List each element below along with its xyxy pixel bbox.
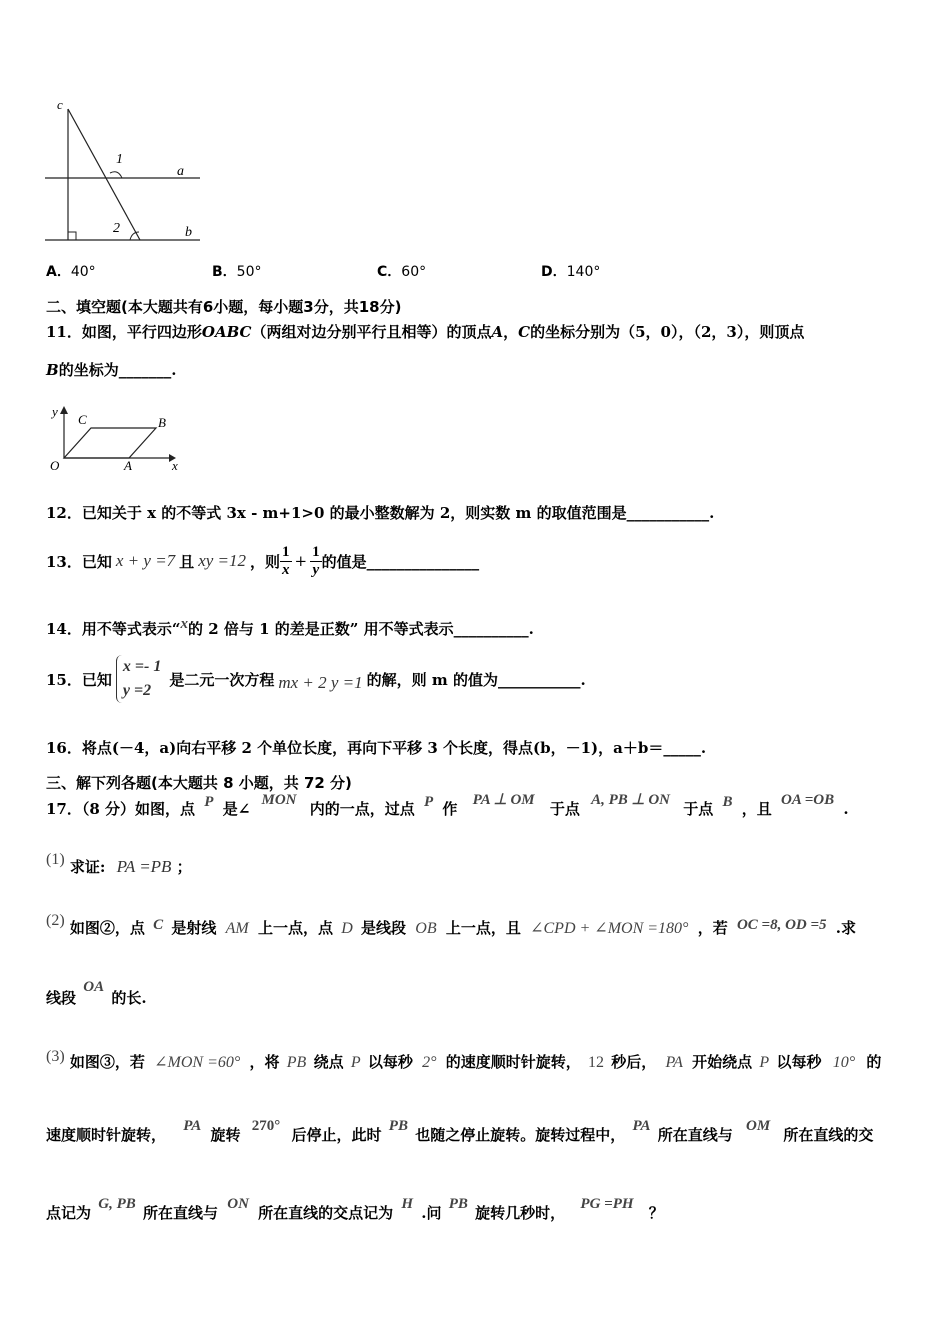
label-B: B: [158, 415, 166, 430]
question-16: 16．将点(－4，a)向右平移 2 个单位长度，再向下平移 3 个长度，得点(b，－1)，a＋b＝_____.: [46, 739, 707, 757]
label-1: 1: [116, 152, 123, 167]
parallelogram-figure: [44, 400, 189, 475]
right-angle-mark: [68, 232, 76, 240]
question-17-part3-line1: (3) 如图③，若 ∠MON =60° ，将 PB 绕点 P 以每秒 2° 的速度顺时针旋转， 12 秒后， PA 开始绕点 P 以每秒 10° 的: [46, 1048, 882, 1071]
label-A: A: [124, 458, 132, 473]
section-2-heading: 二、填空题(本大题共有6小题，每小题3分，共18分): [46, 298, 402, 316]
option-d: D．140°: [541, 264, 601, 280]
question-15: 15．已知 x =- 1 y =2 是二元一次方程 mx + 2 y =1 的解，则 m 的值为___________.: [46, 652, 586, 706]
fraction-1-over-x: $\frac{1}{x}$: [282, 543, 290, 578]
angle1-arc: [110, 172, 122, 178]
parallel-lines-figure: [40, 95, 210, 250]
y-axis-arrow: [60, 406, 68, 414]
question-17-part2-line2: 线段 OA 的长.: [46, 979, 147, 1007]
question-17-part2: (2) 如图②，点 C 是射线 AM 上一点，点 D 是线段 OB 上一点，且 ∠CPD + ∠MON =180° ，若 OC =8, OD =5 .求: [46, 912, 857, 937]
label-x: x: [172, 458, 178, 473]
label-a: a: [177, 164, 184, 179]
label-C: C: [78, 412, 87, 427]
question-11-line1: 11．如图，平行四边形OABC（两组对边分别平行且相等）的顶点A，C的坐标分别为（5，0），（2，3），则顶点: [46, 323, 805, 341]
label-c: c: [57, 97, 63, 112]
question-17: 17．（8 分）如图，点 P 是∠ MON 内的一点，过点 P 作 PA ⊥ OM 于点 A, PB ⊥ ON 于点 B ，且 OA =OB .: [46, 792, 849, 818]
section-3-heading: 三、解下列各题(本大题共 8 小题，共 72 分): [46, 774, 352, 792]
parallelogram-OABC: [64, 428, 156, 458]
option-a: A．40°: [46, 264, 96, 280]
question-17-part3-line3: 点记为 G, PB 所在直线与 ON 所在直线的交点记为 H .问 PB 旋转几秒时， PG =PH ？: [46, 1196, 664, 1222]
transversal-line: [68, 109, 140, 240]
label-O: O: [50, 458, 60, 473]
question-12: 12．已知关于 x 的不等式 3x - m+1>0 的最小整数解为 2，则实数 m 的取值范围是___________.: [46, 504, 715, 522]
label-y: y: [52, 404, 58, 419]
option-b: B．50°: [212, 264, 262, 280]
label-2: 2: [113, 221, 120, 236]
option-c: C．60°: [377, 264, 427, 280]
question-17-part1: (1) 求证: PA =PB ；: [46, 851, 192, 876]
equation-system: x =- 1 y =2: [116, 655, 161, 703]
question-17-part3-line2: 速度顺时针旋转， PA 旋转 270° 后停止，此时 PB 也随之停止旋转。旋转过程中， PA 所在直线与 OM 所在直线的交: [46, 1118, 874, 1144]
question-14: 14．用不等式表示“x的 2 倍与 1 的差是正数” 用不等式表示__________.: [46, 616, 534, 638]
label-b: b: [185, 225, 192, 240]
fraction-1-over-y: $\frac{1}{y}$: [312, 543, 320, 578]
question-11-line2: B的坐标为_______.: [46, 361, 177, 379]
question-13: 13．已知 x + y =7 且 xy =12 ，则 $\frac{1}{x}$ + $\frac{1}{y}$ 的值是_______________: [46, 543, 480, 578]
